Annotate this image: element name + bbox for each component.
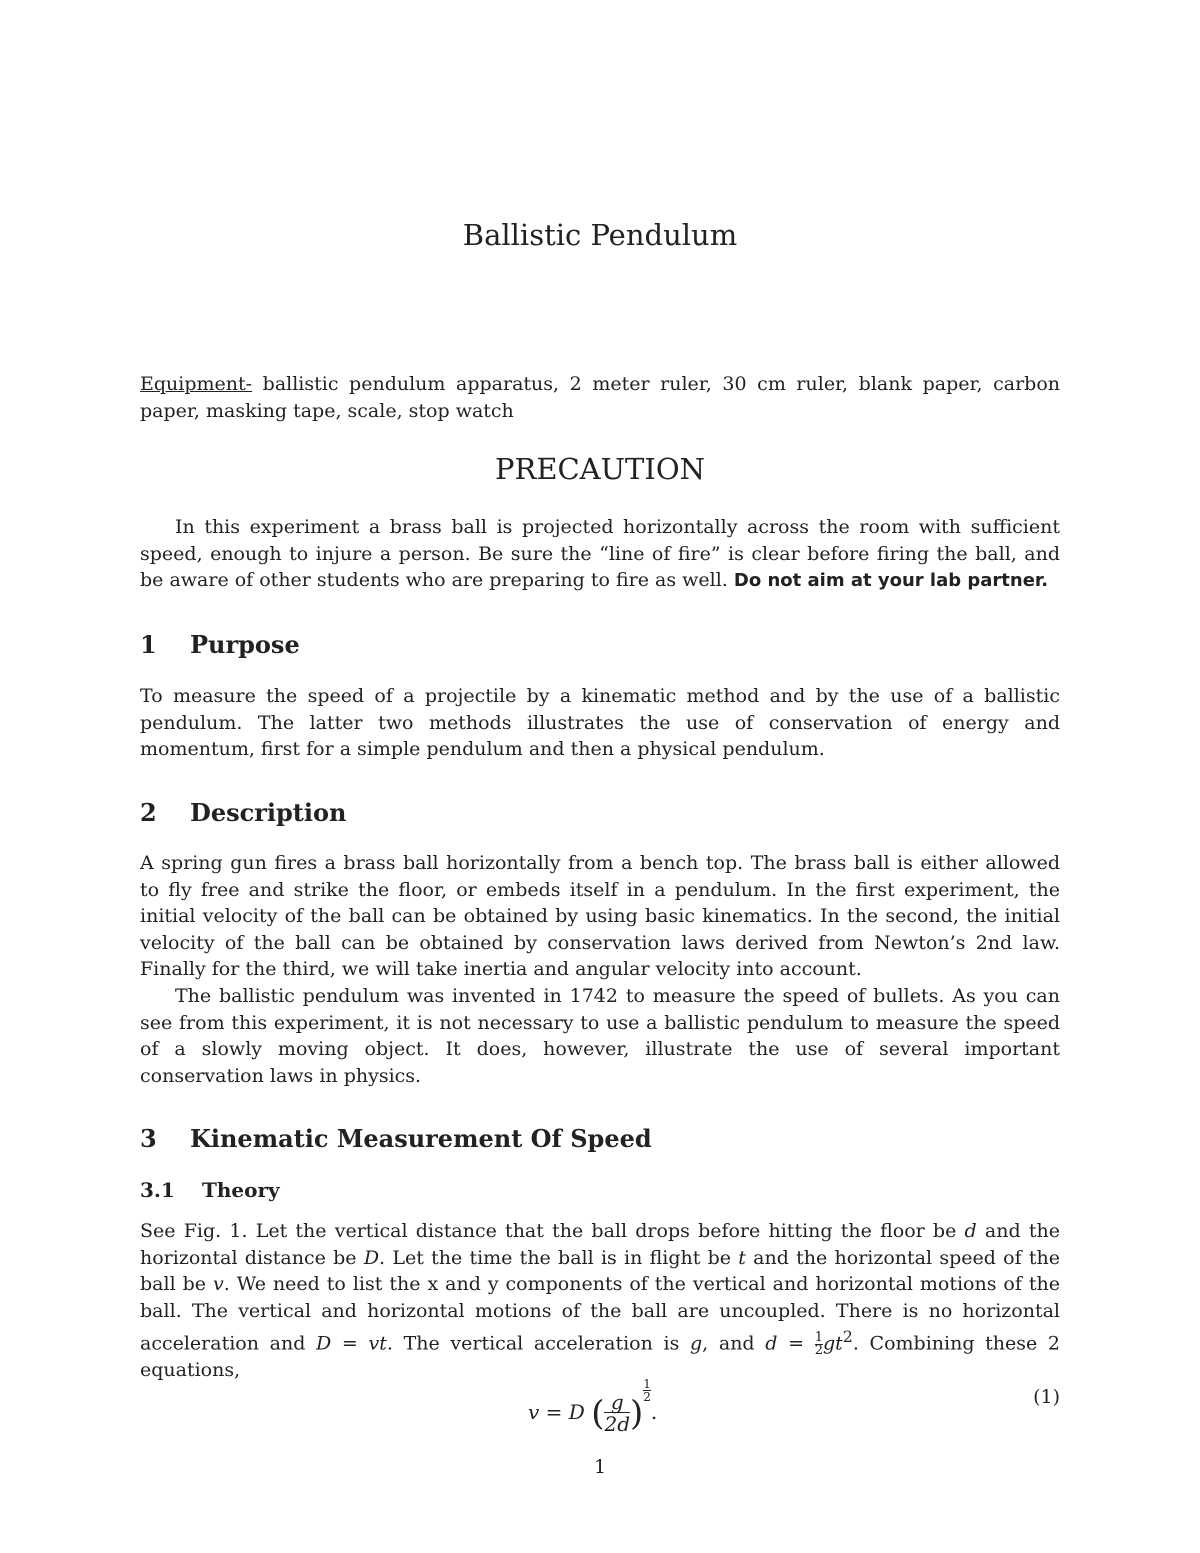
equipment-paragraph <box>140 371 1060 424</box>
fraction-denominator: 2d <box>604 1412 630 1436</box>
math-fraction-half <box>814 1329 823 1358</box>
section-title: Kinematic Measurement Of Speed <box>190 1124 652 1153</box>
theory-text: , and <box>702 1332 766 1355</box>
theory-text: and the horizontal distance be <box>140 1220 1060 1269</box>
math-var-t: t <box>738 1246 746 1269</box>
document-title: Ballistic Pendulum <box>462 218 738 252</box>
section-number: 1 <box>140 630 157 659</box>
section-number: 2 <box>140 798 157 827</box>
theory-text: . We need to list the x and y components of the vertical and horizontal motions of the ball. The vertical and horizontal motions of the ball are uncoupled. There is no horizontal acceleration and <box>140 1273 1060 1355</box>
equation-body <box>528 1378 657 1435</box>
precaution-warning: Do not aim at your lab partner. <box>733 570 1049 591</box>
math-var-g: g <box>690 1332 703 1355</box>
subsection-number: 3.1 <box>140 1178 175 1202</box>
fraction-denominator: 2 <box>814 1342 823 1358</box>
exponent-denominator: 2 <box>643 1390 651 1404</box>
math-var-vt: vt <box>368 1332 387 1355</box>
subsection-theory-heading <box>140 1178 280 1202</box>
theory-text: and the horizontal speed of the ball be <box>140 1246 1060 1295</box>
equation-exponent <box>643 1378 651 1403</box>
precaution-paragraph <box>140 514 1060 595</box>
math-equals: = <box>331 1332 369 1355</box>
section-title: Description <box>190 798 347 827</box>
equation-D: D <box>568 1400 585 1424</box>
equation-number: (1) <box>1033 1386 1060 1408</box>
left-paren: ( <box>591 1393 605 1434</box>
section-number: 3 <box>140 1124 157 1153</box>
section-purpose-heading <box>140 630 300 659</box>
theory-paragraph <box>140 1218 1060 1383</box>
equation-1 <box>140 1372 1060 1436</box>
document-page <box>140 0 1060 1553</box>
theory-text: See Fig. 1. Let the vertical distance that the ball drops before hitting the floor be <box>140 1220 965 1242</box>
math-exponent: 2 <box>842 1327 853 1346</box>
equipment-text: ballistic pendulum apparatus, 2 meter ruler, 30 cm ruler, blank paper, carbon paper, masking tape, scale, stop watch <box>140 373 1060 422</box>
subsection-title: Theory <box>202 1178 280 1202</box>
equation-equals: = <box>539 1400 569 1424</box>
math-var-d: d <box>964 1220 977 1242</box>
section-description-heading <box>140 798 346 827</box>
equation-lhs: v <box>528 1400 540 1424</box>
page-number: 1 <box>593 1456 607 1478</box>
section-kinematic-heading <box>140 1124 652 1153</box>
precaution-heading: PRECAUTION <box>494 452 706 486</box>
exponent-numerator: 1 <box>643 1377 651 1391</box>
theory-text: . Let the time the ball is in flight be <box>379 1246 739 1269</box>
equation-fraction <box>604 1392 630 1435</box>
description-paragraph-1: A spring gun fires a brass ball horizontally from a bench top. The brass ball is either allowed to fly free and strike the floor, or embeds itself in a pendulum. In the first experiment, the initial velocity of the ball can be obtained by using basic kinematics. In the second, the initial velocity of the ball can be obtained by conservation laws derived from Newton’s 2nd law. Finally for the third, we will take inertia and angular velocity into account. <box>140 852 1060 980</box>
math-equals: = <box>777 1332 815 1355</box>
math-var-gt: gt <box>822 1332 843 1355</box>
math-var-v: v <box>213 1273 224 1295</box>
theory-text: . The vertical acceleration is <box>386 1332 690 1355</box>
description-paragraph-2: The ballistic pendulum was invented in 1742 to measure the speed of bullets. As you can see from this experiment, it is not necessary to use a ballistic pendulum to measure the speed of a slowly moving object. It does, however, illustrate the use of several important conservation laws in physics. <box>140 985 1060 1087</box>
section-title: Purpose <box>190 630 300 659</box>
right-paren: ) <box>630 1393 644 1434</box>
math-var-d: d <box>765 1332 778 1355</box>
theory-text: . Combining these 2 equations, <box>140 1332 1061 1381</box>
precaution-text: In this experiment a brass ball is projected horizontally across the room with sufficient speed, enough to injure a person. Be sure the “line of fire” is clear before firing the ball, and be aware of other students who are preparing to fire as well. <box>140 516 1060 591</box>
purpose-paragraph: To measure the speed of a projectile by a kinematic method and by the use of a ballistic pendulum. The latter two methods illustrates the use of conservation of energy and momentum, first for a simple pendulum and then a physical pendulum. <box>140 685 1060 760</box>
math-var-D: D <box>363 1246 380 1269</box>
fraction-numerator: 1 <box>814 1329 823 1345</box>
fraction-numerator: g <box>604 1392 630 1413</box>
math-var-D: D <box>316 1332 332 1355</box>
equipment-label: Equipment- <box>140 373 253 395</box>
equation-period: . <box>650 1400 658 1424</box>
